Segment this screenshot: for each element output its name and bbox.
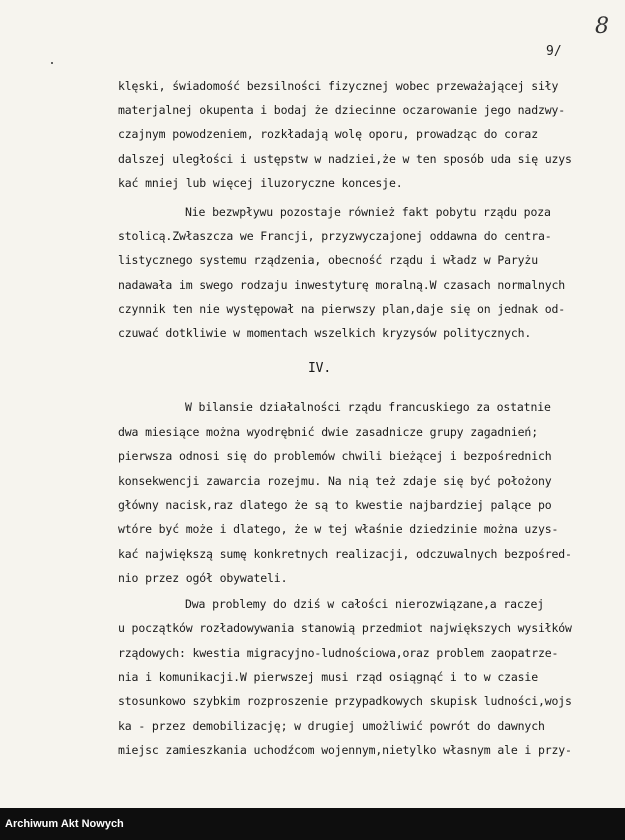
text-line: klęski, świadomość bezsilności fizycznej wobec przeważającej siły	[118, 79, 559, 93]
text-line: materjalnej okupenta i bodaj że dziecinne oczarowanie jego nadzwy-	[118, 103, 566, 117]
text-line: nadawała im swego rodzaju inwestyturę moralną.W czasach normalnych	[118, 278, 566, 292]
text-line: Dwa problemy do dziś w całości nierozwiązane,a raczej	[185, 597, 545, 611]
text-line: konsekwencji zawarcia rozejmu. Na nią też zdaje się być położony	[118, 474, 552, 488]
text-line: nia i komunikacji.W pierwszej musi rząd osiągnąć i to w czasie	[118, 670, 538, 684]
text-line: czuwać dotkliwie w momentach wszelkich kryzysów politycznych.	[118, 326, 532, 340]
page-number: 9/	[546, 44, 562, 59]
text-line: dalszej uległości i ustępstw w nadziei,że w ten sposób uda się uzys	[118, 152, 572, 166]
text-line: u początków rozładowywania stanowią przedmiot największych wysiłków	[118, 621, 572, 635]
text-line: główny nacisk,raz dlatego że są to kwestie najbardziej palące po	[118, 498, 552, 512]
text-line: czynnik ten nie występował na pierwszy plan,daje się on jednak od-	[118, 302, 566, 316]
text-line: rządowych: kwestia migracyjno-ludnościowa,oraz problem zaopatrze-	[118, 646, 559, 660]
archive-label: Archiwum Akt Nowych	[5, 818, 124, 830]
handwritten-folio-mark: 8	[595, 14, 609, 39]
text-line: wtóre być może i dlatego, że w tej właśnie dziedzinie można uzys-	[118, 522, 559, 536]
text-line: dwa miesiące można wyodrębnić dwie zasadnicze grupy zagadnień;	[118, 425, 538, 439]
text-line: pierwsza odnosi się do problemów chwili bieżącej i bezpośrednich	[118, 449, 552, 463]
text-line: kać największą sumę konkretnych realizacji, odczuwalnych bezpośred-	[118, 547, 572, 561]
text-line: stosunkowo szybkim rozproszenie przypadkowych skupisk ludności,wojs	[118, 694, 572, 708]
text-line: czajnym powodzeniem, rozkładają wolę oporu, prowadząc do coraz	[118, 127, 538, 141]
text-line: listycznego systemu rządzenia, obecność rządu i władz w Paryżu	[118, 253, 538, 267]
text-line: ka - przez demobilizację; w drugiej umożliwić powrót do dawnych	[118, 719, 545, 733]
text-line: W bilansie działalności rządu francuskiego za ostatnie	[185, 400, 551, 414]
text-line: nio przez ogół obywateli.	[118, 571, 288, 585]
archive-footer	[0, 808, 625, 840]
section-heading: IV.	[308, 361, 332, 376]
text-line: Nie bezwpływu pozostaje również fakt pobytu rządu poza	[185, 205, 551, 219]
text-line: stolicą.Zwłaszcza we Francji, przyzwyczajonej oddawna do centra-	[118, 229, 552, 243]
ink-dot	[51, 62, 53, 64]
text-line: miejsc zamieszkania uchodźcom wojennym,nietylko własnym ale i przy-	[118, 743, 572, 757]
text-line: kać mniej lub więcej iluzoryczne koncesje.	[118, 176, 403, 190]
